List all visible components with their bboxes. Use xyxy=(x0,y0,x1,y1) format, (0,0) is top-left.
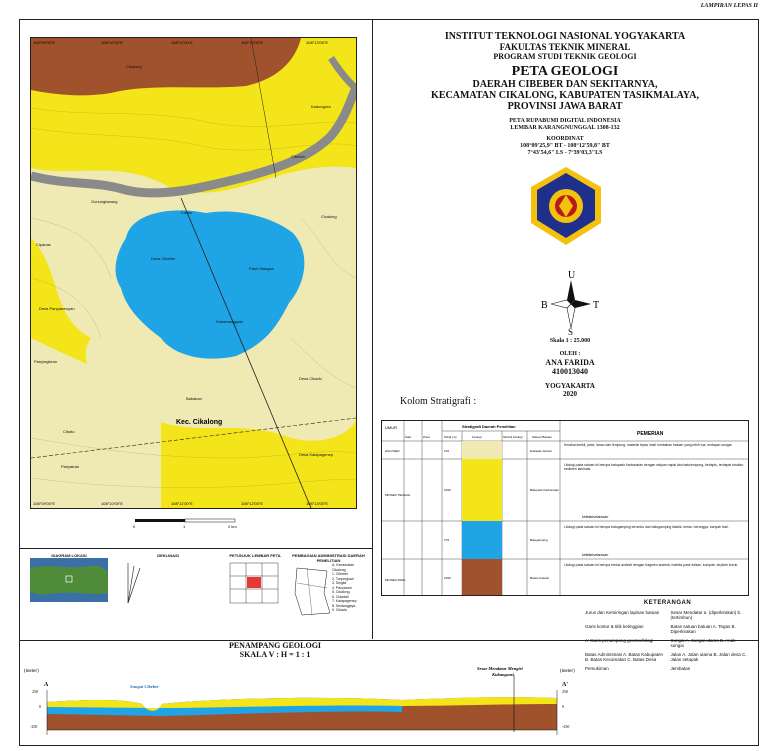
place-label: Kadungora xyxy=(311,104,331,109)
strat-subheader: Zona xyxy=(423,435,430,439)
strat-age: MIOSEN AWAL xyxy=(385,578,406,582)
district-label: Kec. Cikalong xyxy=(176,419,223,426)
place-label: Cikalong xyxy=(126,64,142,69)
divider-inset xyxy=(19,548,373,549)
divider-vertical xyxy=(372,19,373,639)
program-name: PROGRAM STUDI TEKNIK GEOLOGI xyxy=(493,52,637,61)
coord-bottom: 108°12'00"E xyxy=(241,501,264,506)
scale-tick: 0 xyxy=(133,524,136,529)
location-diagram-svg xyxy=(30,558,108,602)
place-label: Cicalung xyxy=(321,214,337,219)
area-line: DAERAH CIBEBER DAN SEKITARNYA, xyxy=(472,79,658,90)
legend-item: Jurus dan Kemiringan lapisan batuan xyxy=(585,610,660,615)
strat-age: HOLOSEN xyxy=(385,449,400,453)
admin-item: A. Kecamatan Cikalong xyxy=(332,563,354,572)
sheet-index xyxy=(225,553,285,609)
institution-name: INSTITUT TEKNOLOGI NASIONAL YOGYAKARTA xyxy=(444,31,686,42)
admin-item: 5. Cikalong xyxy=(332,590,350,594)
legend xyxy=(585,600,750,671)
map-scale-bar xyxy=(130,517,250,531)
sheet-index-title: PETUNJUK LEMBAR PETA xyxy=(229,553,281,558)
river-label: Sungai Cibeber xyxy=(130,684,159,689)
geologic-map[interactable] xyxy=(30,37,357,509)
admin-item: 7. Kalapagenep xyxy=(332,599,357,603)
admin-item: 4. Panyiaran xyxy=(332,585,352,590)
place-label: Panyairan xyxy=(61,464,80,469)
place-label: Cibatu xyxy=(63,429,75,434)
legend-item: Pemukiman xyxy=(585,666,609,671)
coord-bottom: 108°13'00"E xyxy=(306,501,329,506)
strat-unit: Endapan Aluvial xyxy=(530,449,552,453)
coord-bottom: 108°09'00"E xyxy=(33,501,56,506)
compass-west: B xyxy=(541,300,548,311)
legend-item: Sungai A. Sungai utama B. Anak sungai xyxy=(670,638,736,648)
place-label: Cibulu xyxy=(181,210,193,215)
admin-item: 2. Tonjongsari xyxy=(332,576,354,581)
coord-label: KOORDINAT xyxy=(546,136,584,142)
strat-contact: ketidakselarasan xyxy=(582,515,609,519)
student-id: 410013040 xyxy=(552,367,588,376)
by-label: OLEH : xyxy=(559,351,581,357)
cross-section xyxy=(22,660,582,742)
year: 2020 xyxy=(563,390,577,398)
cross-section-title: PENAMPANG GEOLOGI xyxy=(228,641,322,650)
compass-north: U xyxy=(568,270,576,281)
area-line: PROVINSI JAWA BARAT xyxy=(507,101,623,112)
cross-section-tick: 0 xyxy=(562,704,564,709)
map-title: PETA GEOLOGI xyxy=(511,64,619,79)
admin-item: 9. Cikadu xyxy=(332,608,347,612)
admin-item: 3. Singkir xyxy=(332,581,347,585)
geologic-map-svg xyxy=(31,38,356,508)
place-label: Desa Panyaweuyan xyxy=(39,306,75,311)
place-label: Desa Kalapagenep xyxy=(299,452,334,457)
strat-desc: Kerakal-kerikil, pasir, lanau dan lempung, material lepas hasil rombakan batuan yang lebih tua, endapan sungai. xyxy=(564,443,733,447)
admin-item: 1. Cibeber xyxy=(332,572,349,576)
strat-thickness: ±450 xyxy=(444,488,451,492)
admin-item: 6. Cidadali xyxy=(332,594,349,599)
strat-unit: Batugamping xyxy=(530,538,548,542)
cross-section-svg xyxy=(22,660,582,742)
strat-unit: Batupasir Karbonatan xyxy=(530,488,560,492)
place-label: Gunungkarang xyxy=(91,199,118,204)
legend-title: KETERANGAN xyxy=(643,600,692,606)
north-arrow xyxy=(541,270,601,335)
strat-header: PEMERIAN xyxy=(637,431,664,437)
cross-section-tick: 0 xyxy=(39,704,41,709)
strat-subheader: Tebal (m) xyxy=(444,435,457,439)
place-label: Sukamanggala xyxy=(216,319,243,324)
place-label: Babakan xyxy=(186,396,202,401)
coord-top: 108°12'00"E xyxy=(241,40,264,45)
scale-text: Skala 1 : 25.000 xyxy=(549,338,591,344)
strat-subheader: Litologi xyxy=(472,435,482,439)
cross-section-tick: -250 xyxy=(30,724,38,729)
strat-contact: ketidakselarasan xyxy=(582,553,609,557)
coord-top: 108°09'00"E xyxy=(33,40,56,45)
inset-panels xyxy=(30,553,365,635)
source-line: PETA RUPABUMI DIGITAL INDONESIA xyxy=(509,118,621,124)
legend-item: Garis kontur & titik ketinggian xyxy=(585,624,644,629)
place-label: Desa Cibeber xyxy=(151,256,176,261)
strat-subheader: Simbol Litologi xyxy=(503,435,523,439)
place-label: Cibeber xyxy=(291,154,306,159)
cross-section-scale: SKALA V : H = 1 : 1 xyxy=(239,650,311,659)
declination-panel xyxy=(118,553,218,609)
author-name: ANA FARIDA xyxy=(545,358,595,367)
strat-header: Stratigrafi Daerah Penelitian xyxy=(462,424,516,429)
coord-line: 108°09'25,9" BT - 108°12'59,8" BT xyxy=(520,143,610,149)
strat-thickness: ±75 xyxy=(444,538,449,542)
cross-section-tick: -250 xyxy=(562,724,570,729)
strat-subheader: Satuan Batuan xyxy=(532,435,552,439)
coord-bottom: 108°10'00"E xyxy=(101,501,124,506)
strat-age: MIOSEN TENGAH xyxy=(385,493,411,497)
strat-column-table xyxy=(381,420,749,596)
legend-items xyxy=(585,610,750,671)
strat-thickness: ±350 xyxy=(444,576,451,580)
coord-line: 7°43'54,6" LS - 7°39'03,3"LS xyxy=(527,150,603,156)
scale-tick: 1 xyxy=(183,524,186,529)
fault-label: Kubangsari xyxy=(492,672,514,677)
strat-thickness: ±10 xyxy=(444,449,449,453)
admin-title: PEMBAGIAN ADMINISTRASI DAERAH PENELITIAN xyxy=(292,553,365,563)
city: YOGYAKARTA xyxy=(545,382,595,390)
sheet-index-grid xyxy=(225,558,285,608)
location-diagram-title: DIAGRAM LOKASI xyxy=(51,553,87,558)
admin-panel xyxy=(292,553,365,618)
legend-item: Jembatan xyxy=(670,666,691,671)
place-label: Panyingkiran xyxy=(34,359,58,364)
cross-section-tick: 250 xyxy=(562,689,568,694)
legend-item: A' Garis penampang geomorfologi xyxy=(585,638,654,643)
scale-tick: 2 km xyxy=(228,524,237,529)
area-line: KECAMATAN CIKALONG, KABUPATEN TASIKMALAYA, xyxy=(431,90,699,101)
strat-desc: Litologi pada satuan ini berupa batugamping terumbu dan batugamping klastik, keras, berongga, banyak fosil. xyxy=(564,525,729,529)
cross-section-tick: 250 xyxy=(32,689,38,694)
strat-desc: Litologi pada satuan ini berupa breksi andesit dengan fragmen andesit, matriks pasir tufaan, kompak, terpilah buruk. xyxy=(564,563,739,567)
source-line: LEMBAR KARANGNUNGGAL 1308-132 xyxy=(510,125,620,131)
title-block xyxy=(380,32,750,157)
strat-desc: Litologi pada satuan ini berupa batupasir karbonatan dengan sisipan napal dan batulempung, berlapis, terdapat struktur sedimen laminasi. xyxy=(564,463,744,472)
legend-item: Batas Administrasi A. Batas Kabupaten B. Batas Kecamatan C. Batas Desa xyxy=(585,652,664,662)
legend-item: Jalan A. Jalan utama B. Jalan desa C. Jalan setapak xyxy=(670,652,747,662)
strat-column-title: Kolom Stratigrafi : xyxy=(400,396,477,407)
legend-item: Sesar Mendatar a. (diperkirakan) b. (tertimbun) xyxy=(670,610,742,620)
strat-header: UMUR xyxy=(385,425,397,430)
appendix-label: LAMPIRAN LEPAS II xyxy=(700,3,758,9)
cross-section-end: A xyxy=(44,682,49,688)
declination-title: DEKLINASI xyxy=(157,553,179,558)
declination-diagram xyxy=(118,558,178,608)
compass-south: S xyxy=(568,327,574,335)
coord-top: 108°13'00"E xyxy=(306,40,329,45)
author-block xyxy=(500,338,640,398)
admin-item: 8. Sindangjaya xyxy=(332,603,356,608)
cross-section-unit: (meter) xyxy=(560,669,575,674)
faculty-name: FAKULTAS TEKNIK MINERAL xyxy=(499,42,631,52)
place-label: Desa Cikadu xyxy=(299,376,322,381)
place-label: Pasir Wangsa xyxy=(249,266,274,271)
location-diagram xyxy=(30,553,108,603)
coord-top: 108°11'00"E xyxy=(171,40,193,45)
place-label: Cipanas xyxy=(36,242,51,247)
fault-label: Sesar Mendatar Mengiri xyxy=(477,666,523,671)
legend-item: Batas satuan batuan A. Tegas B. Diperkirakan xyxy=(670,624,736,634)
coord-bottom: 108°11'00"E xyxy=(171,501,193,506)
admin-list xyxy=(330,563,365,613)
coord-top: 108°10'00"E xyxy=(101,40,124,45)
strat-subheader: Kala xyxy=(405,435,412,439)
admin-map xyxy=(292,563,332,618)
cross-section-title-block xyxy=(160,641,390,659)
strat-unit: Breksi Andesit xyxy=(530,576,550,580)
cross-section-end: A' xyxy=(562,682,568,688)
cross-section-unit: (meter) xyxy=(24,669,39,674)
compass-east: T xyxy=(593,300,600,311)
university-logo xyxy=(527,165,605,247)
